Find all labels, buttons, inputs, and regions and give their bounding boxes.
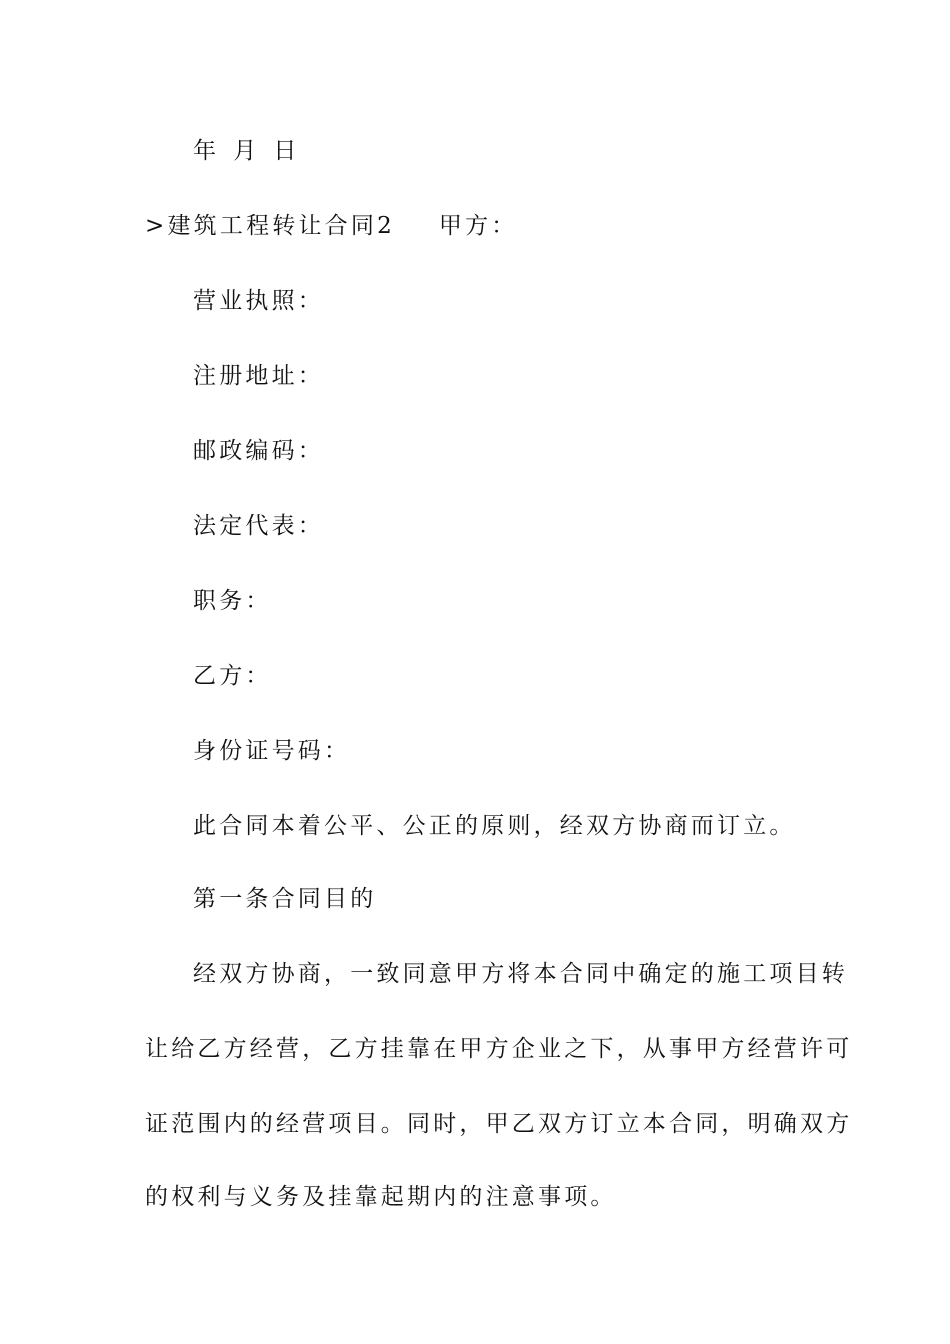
business-license-field: 营业执照： xyxy=(193,288,324,314)
article-1-line-3: 证范围内的经营项目。同时，甲乙双方订立本合同，明确双方 xyxy=(145,1111,853,1137)
heading-line xyxy=(145,211,518,241)
legal-representative-field: 法定代表： xyxy=(193,513,324,539)
position-field: 职务： xyxy=(193,588,272,614)
document-heading: >建筑工程转让合同2 xyxy=(145,213,395,239)
preamble-paragraph: 此合同本着公平、公正的原则，经双方协商而订立。 xyxy=(193,813,796,839)
registered-address-field: 注册地址： xyxy=(193,363,324,389)
article-1-title: 第一条合同目的 xyxy=(193,886,377,912)
article-1-line-1: 经双方协商，一致同意甲方将本合同中确定的施工项目转 xyxy=(193,961,848,987)
article-1-line-2: 让给乙方经营，乙方挂靠在甲方企业之下，从事甲方经营许可 xyxy=(145,1036,853,1062)
date-month: 月 xyxy=(233,138,260,164)
date-day: 日 xyxy=(273,138,300,164)
date-line xyxy=(193,136,314,166)
id-number-field: 身份证号码： xyxy=(193,738,351,764)
party-a-label: 甲方： xyxy=(438,213,518,239)
article-1-line-4: 的权利与义务及挂靠起期内的注意事项。 xyxy=(145,1184,617,1210)
postal-code-field: 邮政编码： xyxy=(193,438,324,464)
party-b-field: 乙方： xyxy=(193,663,272,689)
date-year: 年 xyxy=(193,138,220,164)
